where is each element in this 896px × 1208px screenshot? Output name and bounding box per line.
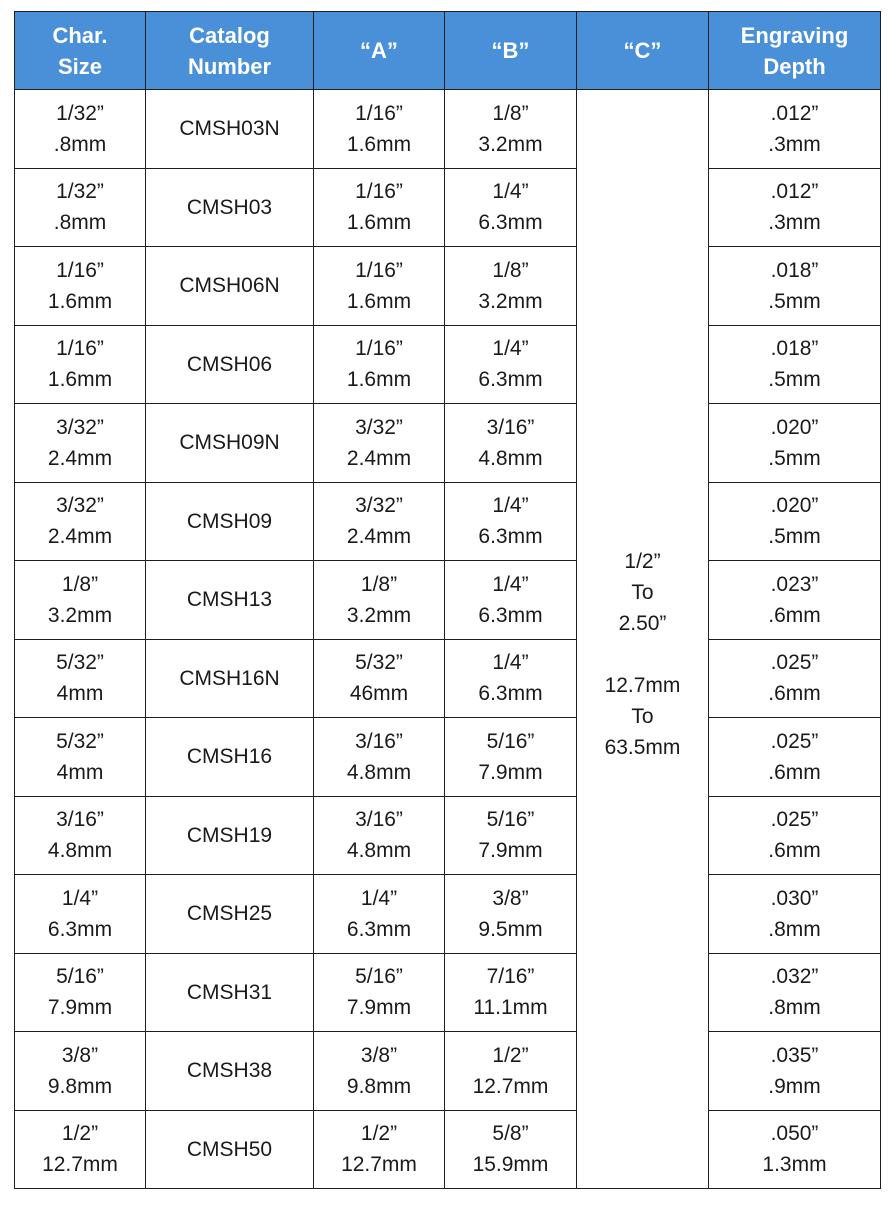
catalog-number-cell: CMSH06	[146, 325, 314, 404]
engraving-depth-cell	[709, 875, 881, 954]
a-cell-inch: 1/16”	[355, 337, 403, 361]
engraving-depth-cell-mm: .9mm	[768, 1074, 821, 1098]
b-cell	[445, 561, 577, 640]
b-cell	[445, 1032, 577, 1111]
engraving-depth-cell-mm: .8mm	[768, 917, 821, 941]
b-cell	[445, 1110, 577, 1189]
a-cell	[314, 639, 445, 718]
a-cell	[314, 482, 445, 561]
spec-table	[14, 11, 881, 1189]
char-size-cell-inch: 1/8”	[61, 572, 99, 596]
a-cell	[314, 796, 445, 875]
a-cell	[314, 168, 445, 247]
table-row	[15, 90, 881, 169]
a-cell-inch: 1/16”	[355, 258, 403, 282]
a-cell-mm: 2.4mm	[346, 446, 412, 470]
char-size-cell-mm: 12.7mm	[42, 1153, 118, 1177]
engraving-depth-cell-mm: .3mm	[768, 211, 821, 235]
b-cell	[445, 404, 577, 483]
char-size-cell-inch: 3/16”	[56, 808, 104, 832]
char-size-cell-inch: 3/32”	[56, 494, 104, 518]
engraving-depth-cell	[709, 168, 881, 247]
char-size-cell	[15, 168, 146, 247]
a-cell-inch: 3/32”	[355, 494, 403, 518]
char-size-cell-mm: 2.4mm	[47, 446, 113, 470]
table-row	[15, 404, 881, 483]
engraving-depth-cell-mm: .8mm	[768, 996, 821, 1020]
header-a: “A”	[314, 12, 445, 90]
header-c: “C”	[577, 12, 709, 90]
engraving-depth-cell-inch: .025”	[770, 651, 819, 675]
a-cell	[314, 1032, 445, 1111]
engraving-depth-cell-mm: .5mm	[768, 368, 821, 392]
catalog-number-cell: CMSH03N	[146, 90, 314, 169]
table-row	[15, 953, 881, 1032]
header-row	[15, 12, 881, 90]
a-cell-mm: 1.6mm	[346, 368, 412, 392]
catalog-number-cell: CMSH03	[146, 168, 314, 247]
engraving-depth-cell-inch: .035”	[770, 1043, 819, 1067]
engraving-depth-cell	[709, 718, 881, 797]
b-cell-mm: 9.5mm	[478, 917, 543, 941]
b-cell-inch: 1/4”	[492, 494, 529, 518]
char-size-cell-mm: 7.9mm	[47, 996, 113, 1020]
engraving-depth-cell	[709, 247, 881, 326]
a-cell-mm: 4.8mm	[346, 760, 412, 784]
catalog-number-cell: CMSH16	[146, 718, 314, 797]
a-cell-inch: 1/2”	[360, 1122, 398, 1146]
char-size-cell-mm: 4mm	[56, 682, 104, 706]
engraving-depth-cell	[709, 325, 881, 404]
b-cell-mm: 12.7mm	[472, 1074, 549, 1098]
a-cell-mm: 2.4mm	[346, 525, 412, 549]
header-catalog-line1: Catalog	[189, 22, 270, 48]
char-size-cell-inch: 1/2”	[61, 1122, 99, 1146]
engraving-depth-cell-mm: .5mm	[768, 446, 821, 470]
engraving-depth-cell	[709, 953, 881, 1032]
b-cell	[445, 325, 577, 404]
a-cell	[314, 875, 445, 954]
b-cell-inch: 5/16”	[486, 729, 535, 753]
b-cell-inch: 1/8”	[492, 258, 529, 282]
a-cell-inch: 1/8”	[360, 572, 398, 596]
engraving-depth-cell	[709, 482, 881, 561]
catalog-number-cell: CMSH31	[146, 953, 314, 1032]
a-cell-inch: 1/4”	[360, 886, 398, 910]
a-cell-inch: 5/32”	[355, 651, 403, 675]
b-cell-inch: 3/8”	[492, 886, 529, 910]
header-depth-line1: Engraving	[740, 22, 849, 48]
b-cell-mm: 11.1mm	[473, 996, 548, 1020]
c-range-cell	[577, 90, 709, 1189]
engraving-depth-cell-inch: .025”	[770, 729, 819, 753]
a-cell	[314, 1110, 445, 1189]
table-row	[15, 1032, 881, 1111]
a-cell	[314, 404, 445, 483]
b-cell-inch: 7/16”	[486, 965, 535, 989]
a-cell	[314, 247, 445, 326]
char-size-cell-inch: 5/32”	[56, 729, 104, 753]
a-cell-mm: 9.8mm	[346, 1074, 412, 1098]
char-size-cell	[15, 325, 146, 404]
char-size-cell-mm: 2.4mm	[47, 525, 113, 549]
b-cell-inch: 1/4”	[492, 572, 529, 596]
b-cell	[445, 718, 577, 797]
a-cell-inch: 3/8”	[360, 1043, 398, 1067]
c-range-metric-line: 12.7mm	[604, 673, 681, 697]
engraving-depth-cell-inch: .032”	[770, 965, 819, 989]
c-range-imperial-line: To	[631, 580, 654, 604]
engraving-depth-cell-inch: .012”	[770, 101, 819, 125]
table-row	[15, 325, 881, 404]
b-cell-mm: 6.3mm	[478, 368, 543, 392]
table-row	[15, 875, 881, 954]
engraving-depth-cell-inch: .023”	[770, 572, 819, 596]
char-size-cell	[15, 247, 146, 326]
header-char-size	[15, 12, 146, 90]
catalog-number-cell: CMSH25	[146, 875, 314, 954]
b-cell-mm: 7.9mm	[478, 760, 543, 784]
engraving-depth-cell-mm: .3mm	[768, 132, 821, 156]
char-size-cell-inch: 5/16”	[56, 965, 104, 989]
table-row	[15, 168, 881, 247]
engraving-depth-cell	[709, 639, 881, 718]
engraving-depth-cell-mm: .6mm	[768, 603, 821, 627]
c-range-metric-line: To	[631, 704, 654, 728]
table-body	[15, 90, 881, 1189]
char-size-cell	[15, 404, 146, 483]
char-size-cell	[15, 875, 146, 954]
a-cell-inch: 5/16”	[355, 965, 403, 989]
header-engraving-depth	[709, 12, 881, 90]
char-size-cell-mm: .8mm	[53, 211, 107, 235]
b-cell	[445, 796, 577, 875]
engraving-depth-cell-mm: .6mm	[768, 682, 821, 706]
table-row	[15, 247, 881, 326]
engraving-depth-cell	[709, 90, 881, 169]
char-size-cell	[15, 1032, 146, 1111]
a-cell-mm: 4.8mm	[346, 839, 412, 863]
a-cell-inch: 3/32”	[355, 415, 403, 439]
catalog-number-cell: CMSH09N	[146, 404, 314, 483]
b-cell-inch: 5/8”	[492, 1122, 529, 1146]
catalog-number-cell: CMSH38	[146, 1032, 314, 1111]
a-cell-inch: 3/16”	[355, 729, 403, 753]
b-cell-mm: 3.2mm	[478, 132, 543, 156]
engraving-depth-cell-mm: .5mm	[768, 289, 821, 313]
a-cell	[314, 718, 445, 797]
table-row	[15, 639, 881, 718]
engraving-depth-cell	[709, 796, 881, 875]
char-size-cell	[15, 796, 146, 875]
catalog-number-cell: CMSH16N	[146, 639, 314, 718]
table-row	[15, 1110, 881, 1189]
char-size-cell-inch: 1/16”	[56, 258, 104, 282]
table-row	[15, 796, 881, 875]
engraving-depth-cell-inch: .020”	[770, 494, 819, 518]
b-cell-mm: 4.8mm	[478, 446, 543, 470]
table-row	[15, 718, 881, 797]
header-char-size-line1: Char.	[52, 22, 108, 48]
a-cell-mm: 1.6mm	[346, 289, 412, 313]
a-cell-mm: 3.2mm	[346, 603, 412, 627]
engraving-depth-cell-inch: .012”	[770, 180, 819, 204]
a-cell-mm: 1.6mm	[346, 132, 412, 156]
engraving-depth-cell	[709, 1110, 881, 1189]
a-cell-mm: 12.7mm	[341, 1153, 417, 1177]
char-size-cell	[15, 561, 146, 640]
char-size-cell	[15, 90, 146, 169]
engraving-depth-cell-mm: .5mm	[768, 525, 821, 549]
header-catalog-number	[146, 12, 314, 90]
a-cell-inch: 1/16”	[355, 101, 403, 125]
engraving-depth-cell-mm: 1.3mm	[762, 1153, 827, 1177]
b-cell-mm: 6.3mm	[478, 682, 543, 706]
b-cell	[445, 247, 577, 326]
char-size-cell-mm: .8mm	[53, 132, 107, 156]
table-row	[15, 482, 881, 561]
char-size-cell-mm: 3.2mm	[47, 603, 113, 627]
char-size-cell-inch: 1/16”	[56, 337, 104, 361]
a-cell	[314, 325, 445, 404]
engraving-depth-cell	[709, 404, 881, 483]
b-cell	[445, 953, 577, 1032]
char-size-cell	[15, 639, 146, 718]
catalog-number-cell: CMSH09	[146, 482, 314, 561]
char-size-cell-mm: 4mm	[56, 760, 104, 784]
header-catalog-line2: Number	[187, 53, 272, 79]
a-cell-mm: 7.9mm	[346, 996, 412, 1020]
b-cell-mm: 6.3mm	[478, 603, 543, 627]
header-char-size-line2: Size	[57, 53, 103, 79]
catalog-number-cell: CMSH19	[146, 796, 314, 875]
a-cell-inch: 1/16”	[355, 180, 403, 204]
char-size-cell-mm: 6.3mm	[47, 917, 113, 941]
table-row	[15, 561, 881, 640]
header-b: “B”	[445, 12, 577, 90]
char-size-cell-inch: 1/32”	[56, 180, 104, 204]
catalog-number-cell: CMSH50	[146, 1110, 314, 1189]
b-cell-mm: 7.9mm	[478, 839, 543, 863]
b-cell-inch: 1/2”	[492, 1043, 529, 1067]
b-cell-inch: 3/16”	[486, 415, 535, 439]
engraving-depth-cell-inch: .050”	[770, 1122, 819, 1146]
b-cell	[445, 639, 577, 718]
b-cell-inch: 1/4”	[492, 180, 529, 204]
a-cell-mm: 46mm	[349, 682, 409, 706]
header-depth-line2: Depth	[763, 53, 826, 79]
char-size-cell-inch: 3/8”	[61, 1043, 99, 1067]
b-cell-mm: 6.3mm	[478, 525, 543, 549]
char-size-cell-inch: 1/4”	[61, 886, 99, 910]
engraving-depth-cell-inch: .018”	[770, 258, 819, 282]
char-size-cell-inch: 3/32”	[56, 415, 104, 439]
engraving-depth-cell-mm: .6mm	[768, 760, 821, 784]
b-cell	[445, 168, 577, 247]
c-range-imperial-line: 1/2”	[624, 549, 661, 573]
b-cell	[445, 90, 577, 169]
b-cell	[445, 482, 577, 561]
engraving-depth-cell	[709, 561, 881, 640]
b-cell-mm: 6.3mm	[478, 211, 543, 235]
engraving-depth-cell	[709, 1032, 881, 1111]
c-range-imperial-line: 2.50”	[618, 611, 667, 635]
b-cell-inch: 1/4”	[492, 337, 529, 361]
a-cell-inch: 3/16”	[355, 808, 403, 832]
b-cell-mm: 15.9mm	[472, 1153, 549, 1177]
char-size-cell-inch: 5/32”	[56, 651, 104, 675]
a-cell-mm: 6.3mm	[346, 917, 412, 941]
char-size-cell	[15, 953, 146, 1032]
a-cell-mm: 1.6mm	[346, 211, 412, 235]
b-cell-inch: 1/8”	[492, 101, 529, 125]
b-cell-mm: 3.2mm	[478, 289, 543, 313]
a-cell	[314, 90, 445, 169]
char-size-cell-mm: 4.8mm	[47, 839, 113, 863]
b-cell-inch: 5/16”	[486, 808, 535, 832]
b-cell-inch: 1/4”	[492, 651, 529, 675]
engraving-depth-cell-inch: .020”	[770, 415, 819, 439]
char-size-cell	[15, 718, 146, 797]
c-range-metric-line: 63.5mm	[604, 735, 681, 759]
engraving-depth-cell-inch: .030”	[770, 886, 819, 910]
catalog-number-cell: CMSH06N	[146, 247, 314, 326]
char-size-cell-mm: 1.6mm	[47, 368, 113, 392]
engraving-depth-cell-inch: .018”	[770, 337, 819, 361]
a-cell	[314, 953, 445, 1032]
catalog-number-cell: CMSH13	[146, 561, 314, 640]
char-size-cell	[15, 482, 146, 561]
char-size-cell-inch: 1/32”	[56, 101, 104, 125]
b-cell	[445, 875, 577, 954]
char-size-cell-mm: 1.6mm	[47, 289, 113, 313]
char-size-cell	[15, 1110, 146, 1189]
engraving-depth-cell-inch: .025”	[770, 808, 819, 832]
char-size-cell-mm: 9.8mm	[47, 1074, 113, 1098]
engraving-depth-cell-mm: .6mm	[768, 839, 821, 863]
a-cell	[314, 561, 445, 640]
